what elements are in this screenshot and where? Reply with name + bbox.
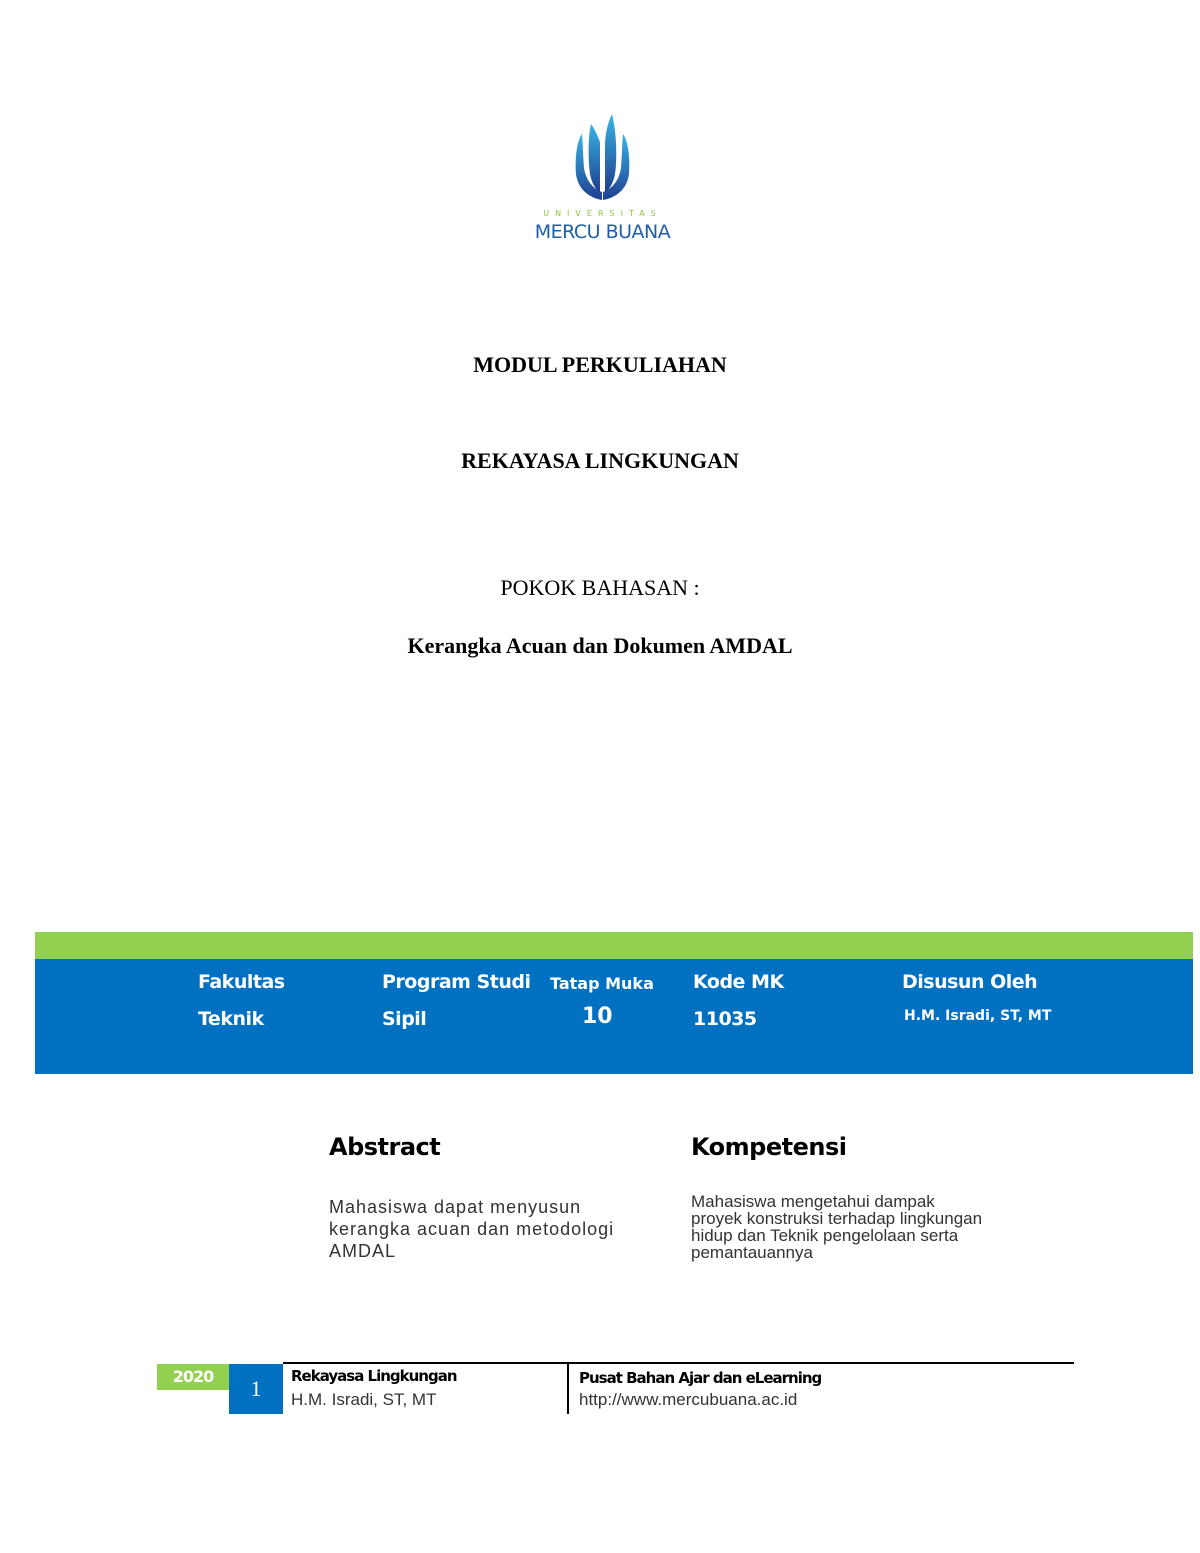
tatap-muka-value: 10: [582, 1004, 613, 1029]
tatap-muka-label: Tatap Muka: [550, 974, 654, 993]
course-title: REKAYASA LINGKUNGAN: [461, 448, 739, 473]
disusun-label: Disusun Oleh: [902, 971, 1038, 993]
footer-center: Pusat Bahan Ajar dan eLearning: [579, 1369, 822, 1387]
module-title: MODUL PERKULIAHAN: [473, 352, 727, 377]
disusun-value: H.M. Isradi, ST, MT: [904, 1008, 1052, 1024]
footer-rule: [283, 1362, 1074, 1364]
footer-author: H.M. Isradi, ST, MT: [291, 1390, 437, 1409]
footer-course: Rekayasa Lingkungan: [291, 1367, 457, 1385]
green-band: [35, 932, 1193, 959]
university-logo: [520, 112, 685, 252]
kompetensi-line: pemantauannya: [691, 1243, 813, 1262]
kompetensi-line: hidup dan Teknik pengelolaan serta: [691, 1226, 959, 1245]
kompetensi-title: Kompetensi: [691, 1133, 847, 1161]
footer-url-link[interactable]: http://www.mercubuana.ac.id: [579, 1390, 798, 1409]
footer-year: 2020: [157, 1364, 229, 1390]
topic-title: Kerangka Acuan dan Dokumen AMDAL: [407, 633, 793, 658]
footer-divider: [567, 1364, 569, 1414]
abstract-title: Abstract: [329, 1133, 441, 1161]
topic-label: POKOK BAHASAN :: [500, 575, 700, 600]
kode-mk-value: 11035: [693, 1008, 757, 1030]
abstract-line: kerangka acuan dan metodologi: [329, 1219, 615, 1239]
abstract-body: [329, 1196, 659, 1262]
abstract-line: Mahasiswa dapat menyusun: [329, 1197, 582, 1217]
kompetensi-line: proyek konstruksi terhadap lingkungan: [691, 1209, 983, 1228]
kompetensi-body: [691, 1193, 1051, 1261]
fakultas-value: Teknik: [198, 1008, 264, 1030]
logo-name-text: MERCU BUANA: [534, 221, 671, 243]
footer-page-number: 1: [229, 1364, 283, 1414]
logo-mark-icon: [520, 112, 685, 210]
prodi-value: Sipil: [382, 1008, 427, 1030]
logo-universitas-text: UNIVERSITAS: [543, 209, 662, 218]
kompetensi-line: Mahasiswa mengetahui dampak: [691, 1192, 935, 1211]
fakultas-label: Fakultas: [198, 971, 285, 993]
abstract-line: AMDAL: [329, 1241, 397, 1261]
kode-mk-label: Kode MK: [693, 971, 784, 993]
prodi-label: Program Studi: [382, 971, 531, 993]
